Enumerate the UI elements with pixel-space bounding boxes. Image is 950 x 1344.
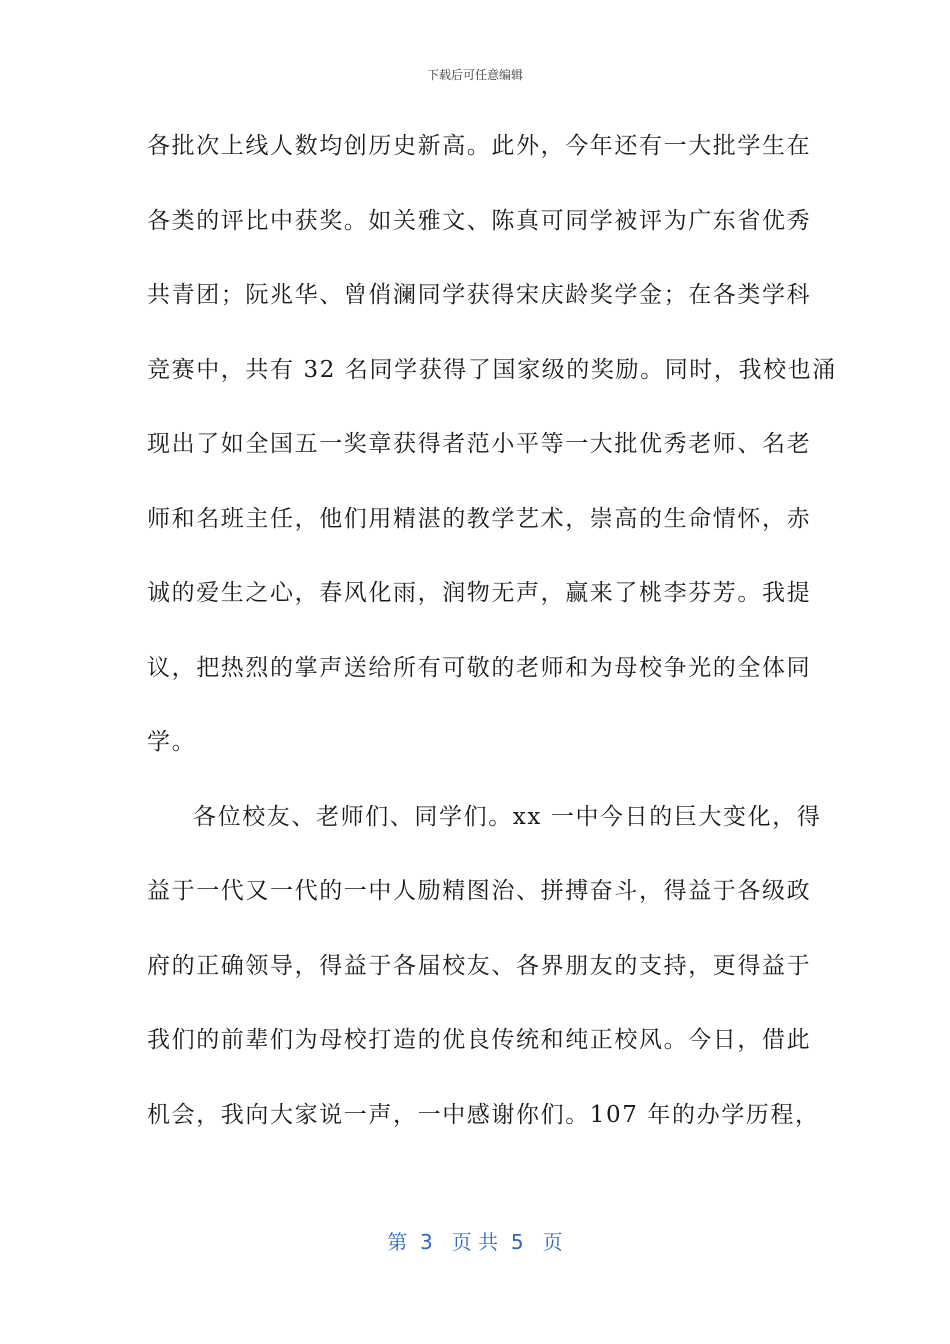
text-line: 机会，我向大家说一声，一中感谢你们。107 年的办学历程， (147, 1101, 820, 1128)
text-line: 现出了如全国五一奖章获得者范小平等一大批优秀老师、名老 (147, 431, 812, 457)
text-line: 学。 (147, 729, 197, 755)
text-line: 竞赛中，共有 32 名同学获得了国家级的奖励。同时，我校也涌 (147, 356, 837, 383)
page-number-footer: 第 3 页 共 5 页 (387, 1230, 563, 1254)
text-line: 各批次上线人数均创历史新高。此外，今年还有一大批学生在 (147, 133, 812, 159)
paragraph-first-line: 各位校友、老师们、同学们。xx 一中今日的巨大变化，得 (193, 803, 822, 830)
text-line: 府的正确领导，得益于各届校友、各界朋友的支持，更得益于 (147, 952, 812, 979)
text-line: 议，把热烈的掌声送给所有可敬的老师和为母校争光的全体同 (147, 654, 812, 681)
text-line: 益于一代又一代的一中人励精图治、拼搏奋斗，得益于各级政 (147, 878, 812, 904)
text-line: 诚的爱生之心，春风化雨，润物无声，赢来了桃李芬芳。我提 (147, 580, 812, 606)
text-line: 师和名班主任，他们用精湛的教学艺术，崇高的生命情怀，赤 (147, 505, 812, 532)
text-line: 共青团；阮兆华、曾俏澜同学获得宋庆龄奖学金；在各类学科 (147, 282, 812, 308)
document-body (147, 122, 837, 1165)
text-line: 各类的评比中获奖。如关雅文、陈真可同学被评为广东省优秀 (147, 207, 812, 234)
text-line: 我们的前辈们为母校打造的优良传统和纯正校风。今日，借此 (147, 1027, 812, 1053)
page-header: 下载后可任意编辑 (426, 68, 523, 82)
